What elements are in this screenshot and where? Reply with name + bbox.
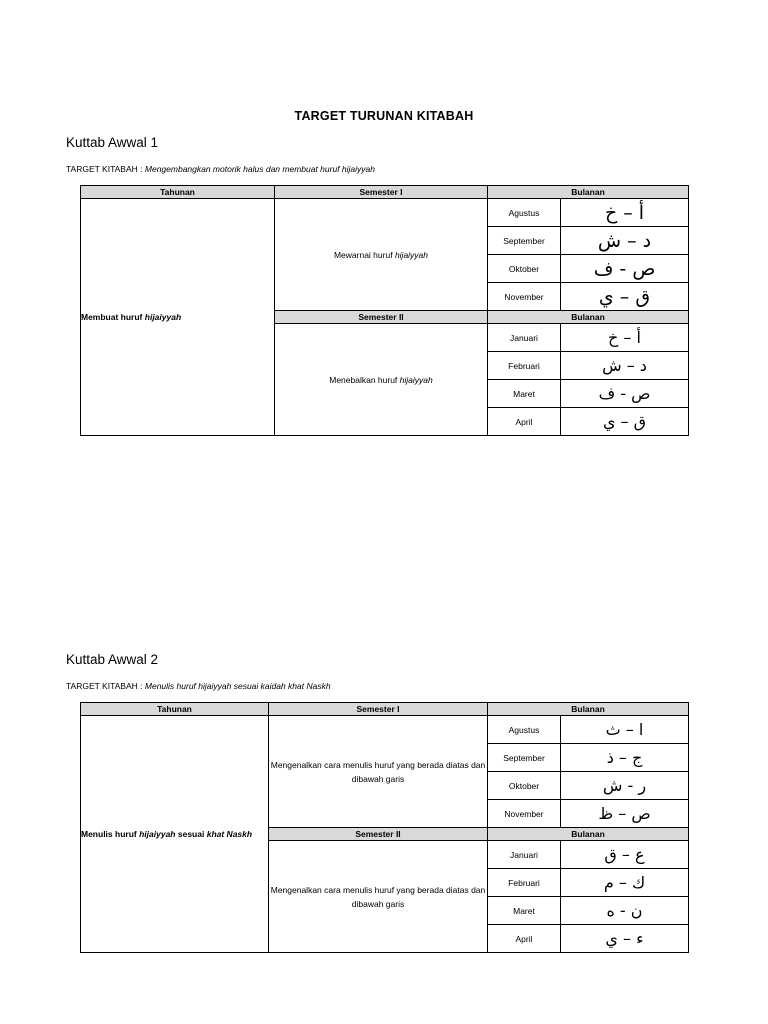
yearly-target-italic: hijaiyyah [144,312,182,322]
target-table-awwal-1 [80,185,689,436]
month-label: April [488,925,561,953]
arabic-letters: ص – ظ [561,800,689,828]
arabic-letters: ا – ث [561,716,689,744]
semester-2-target-text: Menebalkan huruf [329,374,398,385]
yearly-target-text: Menulis huruf [81,828,137,839]
month-label: Oktober [488,772,561,800]
month-label: November [488,283,561,311]
target-text: Mengembangkan motorik halus dan membuat huruf hijaiyyah [144,164,375,174]
header-semester-2: Semester II [269,828,488,841]
arabic-letters: د – ش [561,227,689,255]
semester-1-target-cell [275,199,488,311]
semester-2-target-cell: Mengenalkan cara menulis huruf yang berada diatas dan dibawah garis [269,841,488,953]
yearly-target-cell [81,199,275,436]
month-label: November [488,800,561,828]
header-bulanan: Bulanan [488,828,689,841]
arabic-letters: ن - ه [561,897,689,925]
table-row [81,716,689,744]
arabic-letters: د – ش [561,352,689,380]
header-tahunan: Tahunan [81,703,269,716]
target-kitabah-line [66,164,375,174]
header-semester-1: Semester I [269,703,488,716]
month-label: Maret [488,380,561,408]
yearly-target-text: Membuat huruf [81,312,143,322]
yearly-target-italic: hijaiyyah [139,828,176,839]
yearly-target-mid: sesuai [177,828,205,839]
yearly-target-suffix: khat Naskh [206,828,253,839]
table-header-row [81,186,689,199]
month-label: Maret [488,897,561,925]
month-label: Februari [488,869,561,897]
arabic-letters: ك – م [561,869,689,897]
document-title: TARGET TURUNAN KITABAH [294,109,474,123]
section-heading-kuttab-awwal-1: Kuttab Awwal 1 [66,135,159,150]
arabic-letters: ق – ي [561,283,689,311]
header-tahunan: Tahunan [81,186,275,199]
arabic-letters: ع – ق [561,841,689,869]
section-heading-kuttab-awwal-2: Kuttab Awwal 2 [66,652,159,667]
header-bulanan: Bulanan [488,186,689,199]
semester-1-target-cell: Mengenalkan cara menulis huruf yang berada diatas dan dibawah garis [269,716,488,828]
target-label: TARGET KITABAH : [66,164,143,174]
month-label: Agustus [488,716,561,744]
month-label: Januari [488,324,561,352]
month-label: September [488,227,561,255]
arabic-letters: أ – خ [561,199,689,227]
yearly-target-cell [81,716,269,953]
semester-1-target-italic: hijaiyyah [394,249,429,260]
arabic-letters: ص - ف [561,255,689,283]
month-label: Agustus [488,199,561,227]
target-kitabah-line [66,681,331,691]
month-label: Oktober [488,255,561,283]
header-bulanan: Bulanan [488,311,689,324]
arabic-letters: أ – خ [561,324,689,352]
semester-1-target-text: Mewarnai huruf [333,249,393,260]
semester-2-target-italic: hijaiyyah [399,374,433,385]
target-label: TARGET KITABAH : [66,681,143,691]
month-label: September [488,744,561,772]
semester-2-target-cell [275,324,488,436]
month-label: Januari [488,841,561,869]
target-table-awwal-2 [80,702,689,953]
header-bulanan: Bulanan [488,703,689,716]
arabic-letters: ق – ي [561,408,689,436]
header-semester-1: Semester I [275,186,488,199]
arabic-letters: ج – ذ [561,744,689,772]
table-row [81,199,689,227]
table-header-row [81,703,689,716]
month-label: April [488,408,561,436]
arabic-letters: ص - ف [561,380,689,408]
month-label: Februari [488,352,561,380]
arabic-letters: ر - ش [561,772,689,800]
header-semester-2: Semester II [275,311,488,324]
target-text: Menulis huruf hijaiyyah sesuai kaidah khat Naskh [144,681,331,691]
arabic-letters: ء – ي [561,925,689,953]
